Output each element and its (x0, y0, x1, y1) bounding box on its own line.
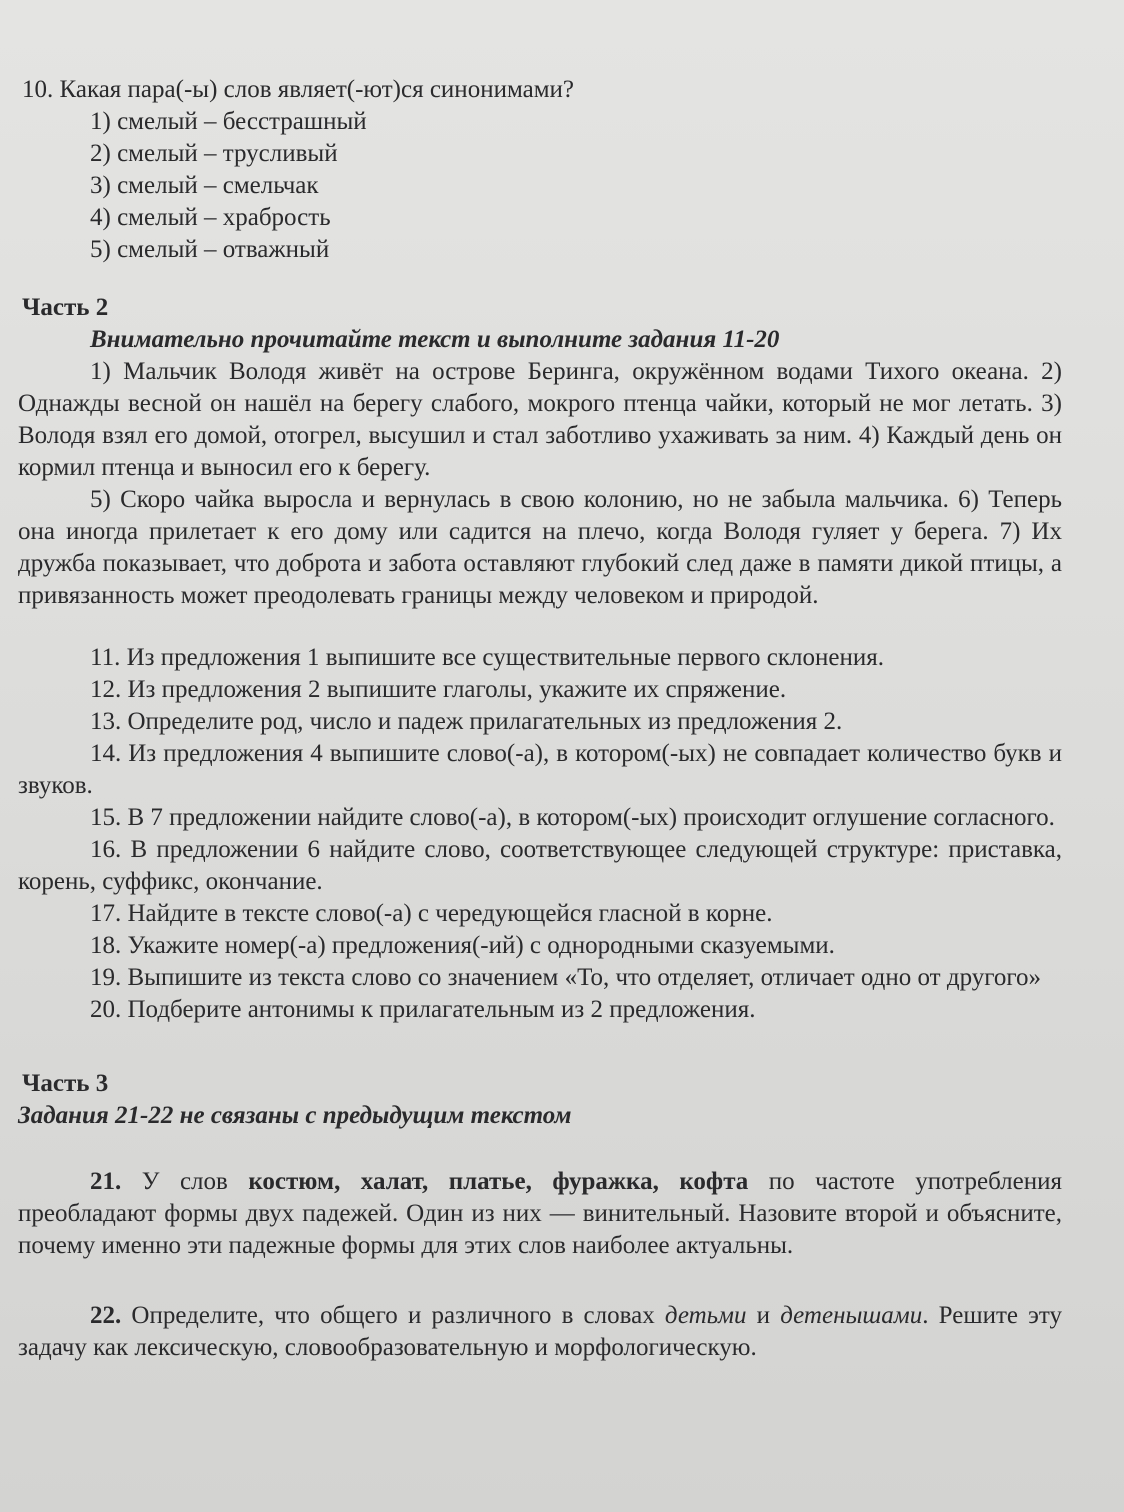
task-21 (18, 1166, 1062, 1262)
option-2: 2) смелый – трусливый (90, 140, 338, 167)
task-20: 20. Подберите антонимы к прилагательным из 2 предложения. (90, 996, 756, 1023)
part-3 (18, 1068, 1062, 1364)
task-18: 18. Укажите номер(-а) предложения(-ий) с однородными сказуемыми. (90, 932, 835, 959)
task-21-words: костюм, халат, платье, фуражка, кофта (248, 1168, 749, 1195)
task-22 (18, 1300, 1062, 1364)
task-16: 16. В предложении 6 найдите слово, соответствующее следующей структуре: приставка, корень, суффикс, окончание. (18, 836, 1062, 895)
question-10-options (18, 106, 1062, 266)
task-21-number: 21. (90, 1168, 122, 1195)
task-22-rest: . Решите эту задачу как лексическую, словообразовательную и морфологическую. (18, 1302, 1062, 1361)
question-10-title: 10. Какая пара(-ы) слов являет(-ют)ся синонимами? (22, 76, 574, 103)
question-10 (18, 74, 1062, 266)
part-2 (18, 292, 1062, 1026)
part-3-instruction: Задания 21-22 не связаны с предыдущим текстом (18, 1102, 572, 1129)
task-11: 11. Из предложения 1 выпишите все существительные первого склонения. (90, 644, 884, 671)
text-paragraph-2: 5) Скоро чайка выросла и вернулась в свою колонию, но не забыла мальчика. 6) Теперь она иногда прилетает к его дому или садится на плечо, когда Володя гуляет у берега. 7) Их дружба показывает, что доброта и забота оставляют глубокий след даже в памяти дикой птицы, а привязанность может преодолевать границы между человеком и природой. (18, 486, 1062, 609)
part-2-instruction: Внимательно прочитайте текст и выполните задания 11-20 (90, 326, 780, 353)
task-22-word-2: детенышами (780, 1302, 923, 1329)
task-15: 15. В 7 предложении найдите слово(-а), в котором(-ых) происходит оглушение согласного. (90, 804, 1055, 831)
part-2-title: Часть 2 (22, 294, 109, 321)
task-13: 13. Определите род, число и падеж прилагательных из предложения 2. (90, 708, 843, 735)
task-22-word-1: детьми (664, 1302, 747, 1329)
task-22-number: 22. (90, 1302, 122, 1329)
task-17: 17. Найдите в тексте слово(-а) с чередующейся гласной в корне. (90, 900, 773, 927)
task-22-lead: Определите, что общего и различного в словах (121, 1302, 665, 1329)
part-3-title: Часть 3 (22, 1070, 109, 1097)
option-4: 4) смелый – храбрость (90, 204, 331, 231)
task-list (18, 642, 1062, 1026)
task-21-lead: У слов (121, 1168, 249, 1195)
task-19: 19. Выпишите из текста слово со значением «То, что отделяет, отличает одно от другого» (90, 964, 1042, 991)
task-21-rest: по частоте употребления преобладают формы двух падежей. Один из них — винительный. Назовите второй и объясните, почему именно эти падежные формы для этих слов наиболее актуальны. (18, 1168, 1062, 1259)
option-5: 5) смелый – отважный (90, 236, 330, 263)
task-12: 12. Из предложения 2 выпишите глаголы, укажите их спряжение. (90, 676, 787, 703)
text-paragraph-1: 1) Мальчик Володя живёт на острове Беринга, окружённом водами Тихого океана. 2) Однажды весной он нашёл на берегу слабого, мокрого птенца чайки, который не мог летать. 3) Володя взял его домой, отогрел, высушил и стал заботливо ухаживать за ним. 4) Каждый день он кормил птенца и выносил его к берегу. (18, 358, 1062, 481)
task-14: 14. Из предложения 4 выпишите слово(-а), в котором(-ых) не совпадает количество букв и звуков. (18, 740, 1062, 799)
option-1: 1) смелый – бесстрашный (90, 108, 367, 135)
task-22-mid: и (746, 1302, 781, 1329)
option-3: 3) смелый – смельчак (90, 172, 319, 199)
